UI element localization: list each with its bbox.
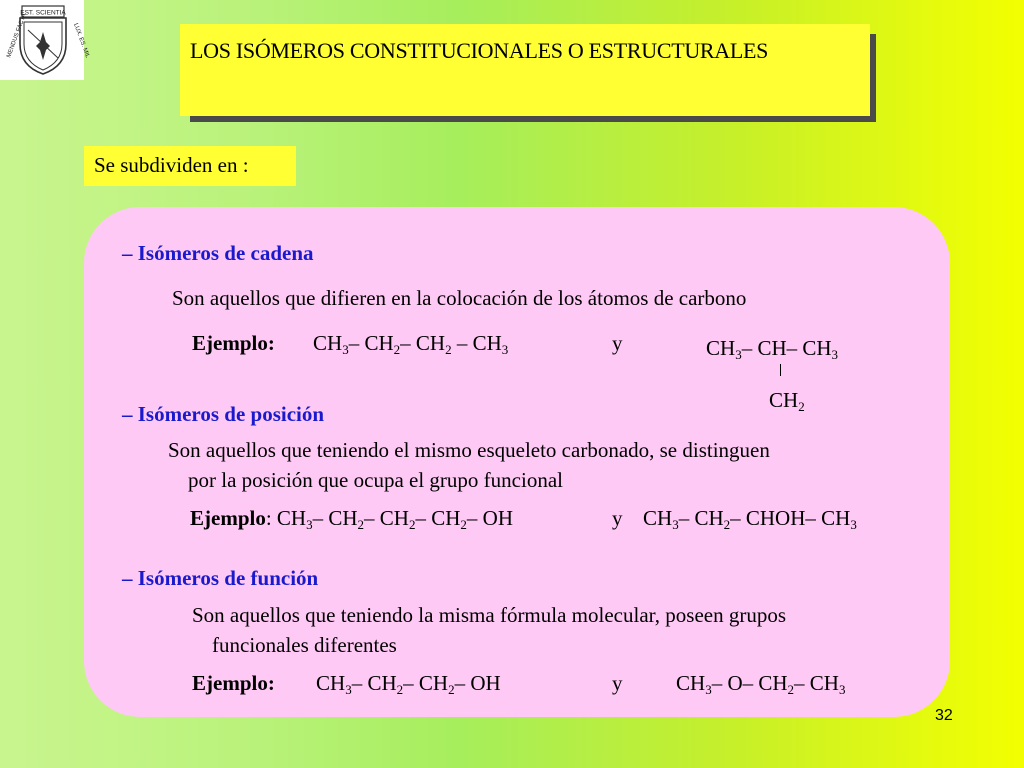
example-label-funcion: Ejemplo: (192, 671, 275, 695)
subtitle-text: Se subdividen en : (94, 153, 249, 177)
svg-text:EST. SCIENTIA: EST. SCIENTIA (20, 9, 66, 17)
description-funcion-line2: funcionales diferentes (212, 633, 397, 657)
description-funcion-line1: Son aquellos que teniendo la misma fórmula molecular, poseen grupos (192, 603, 787, 627)
example-row-posicion: Ejemplo: $CH_3-$ $CH_2-$ $CH_2-$ $CH_2-$ OH (190, 506, 513, 532)
connector-cadena: y (612, 331, 623, 355)
heading-isomeros-posicion: – Isómeros de posición (122, 402, 325, 426)
example-label-posicion: Ejemplo (190, 506, 266, 530)
formula-isobutane-main-chain: $CH_3-$ CH– $CH_3$ (706, 336, 839, 362)
description-posicion-line2: por la posición que ocupa el grupo funcional (188, 468, 563, 492)
slide-title: LOS ISÓMEROS CONSTITUCIONALES O ESTRUCTURALES (190, 38, 769, 63)
description-cadena: Son aquellos que difieren en la colocación de los átomos de carbono (172, 286, 747, 310)
svg-text:LUX. ES. MIL: LUX. ES. MIL (72, 22, 91, 59)
formula-methoxyethane: $CH_3-$ O– $CH_2-$ $CH_3$ (676, 671, 846, 697)
svg-text:MENDUS FACTA: MENDUS FACTA (6, 12, 28, 59)
formula-isobutane-branch: $CH_2$ (769, 388, 805, 414)
formula-butane: $CH_3-$ $CH_2-$ $CH_2 - CH_3$ (313, 331, 509, 357)
logo-seal-icon (0, 0, 91, 80)
title-box (180, 24, 870, 116)
heading-isomeros-funcion: – Isómeros de función (122, 566, 319, 590)
subtitle-box (84, 146, 296, 186)
page-number: 32 (935, 707, 953, 724)
heading-isomeros-cadena: – Isómeros de cadena (122, 241, 314, 265)
connector-funcion: y (612, 671, 623, 695)
branch-bond-line (780, 364, 781, 376)
connector-posicion: y (612, 506, 623, 530)
formula-2-butanol: $CH_3-$ $CH_2-$ CHOH– $CH_3$ (643, 506, 857, 532)
formula-1-propanol: $CH_3-$ $CH_2-$ $CH_2-$ OH (316, 671, 501, 697)
example-label-cadena: Ejemplo: (192, 331, 275, 355)
description-posicion-line1: Son aquellos que teniendo el mismo esqueleto carbonado, se distinguen (168, 438, 770, 462)
university-logo (0, 0, 91, 80)
